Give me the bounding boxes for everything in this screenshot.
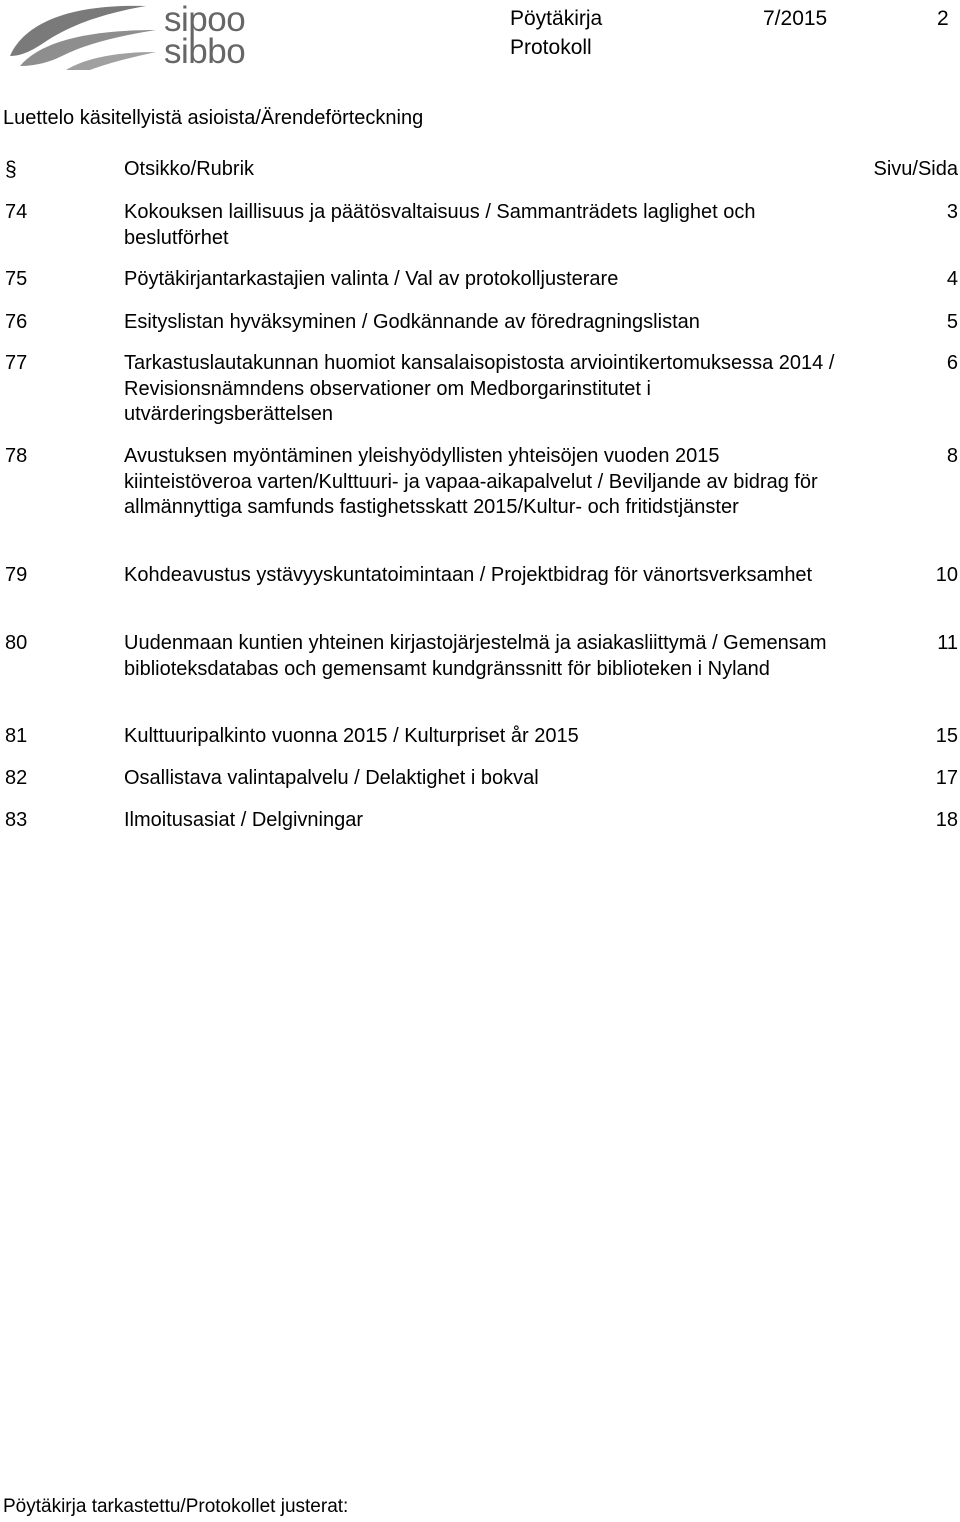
item-number: 83 xyxy=(5,809,28,831)
item-title: Osallistava valintapalvelu / Delaktighet i bokval xyxy=(124,767,539,789)
item-number: 75 xyxy=(5,268,28,290)
column-header-page: Sivu/Sida xyxy=(873,158,958,180)
item-page: 8 xyxy=(946,445,958,467)
document-title: Pöytäkirja xyxy=(510,7,603,30)
item-title: Pöytäkirjantarkastajien valinta / Val av protokolljusterare xyxy=(124,268,619,290)
item-title: Kokouksen laillisuus ja päätösvaltaisuus / Sammanträdets laglighet och beslutförhet xyxy=(124,201,756,249)
footer-signature-label: Pöytäkirja tarkastettu/Protokollet justerat: xyxy=(3,1496,349,1517)
item-number: 79 xyxy=(5,564,28,586)
item-number: 82 xyxy=(5,767,28,789)
meeting-number: 7/2015 xyxy=(763,7,828,30)
logo-text-sipoo: sipoo xyxy=(164,0,246,39)
sipoo-logo xyxy=(6,0,256,72)
item-page: 6 xyxy=(946,352,958,374)
item-page: 11 xyxy=(937,632,958,654)
logo-text-sibbo: sibbo xyxy=(164,32,246,71)
item-title: Kulttuuripalkinto vuonna 2015 / Kulturpriset år 2015 xyxy=(124,725,579,747)
item-number: 74 xyxy=(5,201,28,223)
item-page: 10 xyxy=(935,564,958,586)
document-title-swedish: Protokoll xyxy=(510,36,592,59)
item-title: Uudenmaan kuntien yhteinen kirjastojärjestelmä ja asiakasliittymä / Gemensam biblioteksdatabas och gemensamt kundgränssnitt för biblioteken i Nyland xyxy=(124,632,827,680)
item-title: Tarkastuslautakunnan huomiot kansalaisopistosta arviointikertomuksessa 2014 / Revisionsnämndens observationer om Medborgarinstitutet i utvärderingsberättelsen xyxy=(124,352,835,425)
sipoo-swoosh-icon xyxy=(6,0,166,72)
item-number: 78 xyxy=(5,445,28,467)
item-page: 4 xyxy=(946,268,958,290)
item-number: 81 xyxy=(5,725,28,747)
item-page: 15 xyxy=(935,725,958,747)
item-page: 5 xyxy=(946,311,958,333)
list-heading: Luettelo käsitellyistä asioista/Ärendeförteckning xyxy=(3,107,424,129)
column-header-title: Otsikko/Rubrik xyxy=(124,158,255,180)
item-title: Avustuksen myöntäminen yleishyödyllisten yhteisöjen vuoden 2015 kiinteistöveroa varten/Kulttuuri- ja vapaa-aikapalvelut / Beviljande av bidrag för allmännyttiga samfunds fastighetsskatt 2015/Kultur- och fritidstjänster xyxy=(124,445,818,518)
item-number: 76 xyxy=(5,311,28,333)
section-symbol: § xyxy=(5,158,17,181)
item-page: 18 xyxy=(935,809,958,831)
item-title: Esityslistan hyväksyminen / Godkännande av föredragningslistan xyxy=(124,311,700,333)
item-title: Kohdeavustus ystävyyskuntatoimintaan / Projektbidrag för vänortsverksamhet xyxy=(124,564,813,586)
page-number: 2 xyxy=(937,7,949,30)
item-title: Ilmoitusasiat / Delgivningar xyxy=(124,809,363,831)
item-number: 77 xyxy=(5,352,28,374)
item-page: 3 xyxy=(946,201,958,223)
item-page: 17 xyxy=(935,767,958,789)
item-number: 80 xyxy=(5,632,28,654)
